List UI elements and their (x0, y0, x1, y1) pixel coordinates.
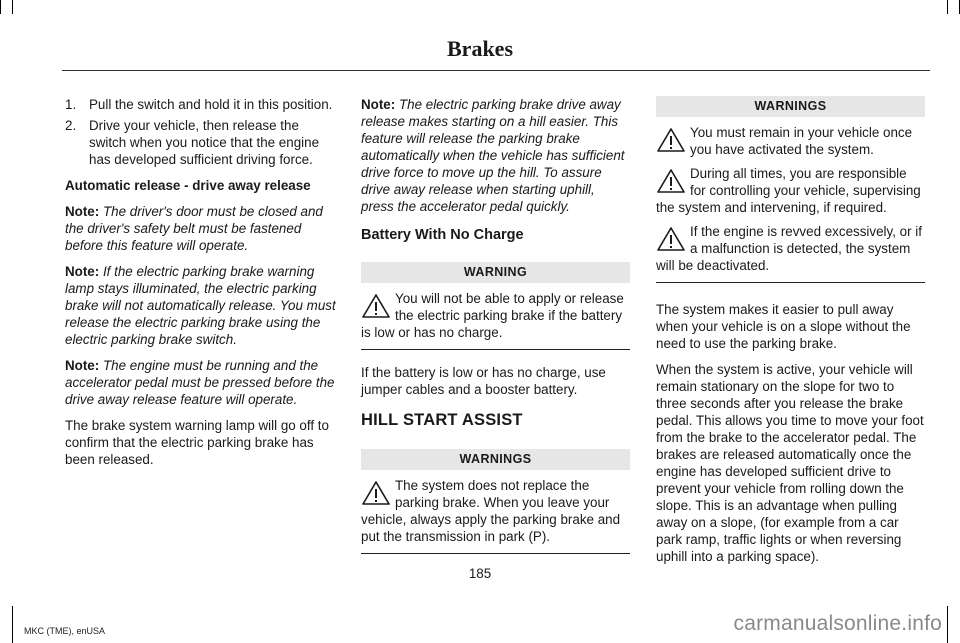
note-label: Note: (65, 264, 100, 279)
note-text: The engine must be running and the accelerator pedal must be pressed before the drive away release feature will operate. (65, 358, 335, 407)
subsection-heading: Battery With No Charge (361, 227, 524, 243)
note (65, 203, 337, 254)
body-paragraph: The brake system warning lamp will go off to confirm that the electric parking brake has been released. (65, 418, 329, 467)
steps-list (65, 96, 337, 168)
footer-code: MKC (TME), enUSA (24, 626, 106, 636)
warning-item (361, 290, 630, 341)
watermark: carmanualsonline.info (733, 612, 942, 635)
warning-triangle-icon (361, 480, 391, 506)
column-1 (65, 96, 337, 477)
body-paragraph: If the battery is low or has no charge, use jumper cables and a booster battery. (361, 365, 606, 397)
warning-header: WARNINGS (656, 96, 925, 117)
crop-mark (12, 606, 13, 643)
warning-item (656, 124, 925, 158)
step-text: Pull the switch and hold it in this position. (89, 97, 333, 112)
note (361, 96, 630, 215)
warning-text: You will not be able to apply or release the electric parking brake if the battery is low or has no charge. (361, 291, 624, 340)
warning-text: During all times, you are responsible for controlling your vehicle, supervising the system and intervening, if required. (656, 166, 921, 215)
crop-mark (947, 606, 948, 643)
note-label: Note: (65, 358, 100, 373)
note-label: Note: (361, 97, 396, 112)
step-text: Drive your vehicle, then release the switch when you notice that the engine has developed sufficient driving force. (89, 118, 320, 167)
warning-item (656, 223, 925, 274)
step-item (65, 96, 337, 113)
warning-triangle-icon (656, 226, 686, 252)
warning-item (656, 165, 925, 216)
note-text: The driver's door must be closed and the driver's safety belt must be fastened before this feature will operate. (65, 204, 323, 253)
warning-text: You must remain in your vehicle once you have activated the system. (690, 125, 913, 157)
warning-triangle-icon (656, 168, 686, 194)
warning-header: WARNINGS (361, 449, 630, 470)
note (65, 263, 337, 348)
page-title: Brakes (447, 36, 513, 61)
warning-text: The system does not replace the parking brake. When you leave your vehicle, always apply the parking brake and put the transmission in park (P). (361, 478, 621, 544)
step-number: 1. (65, 97, 77, 112)
crop-mark (0, 0, 1, 14)
body-paragraph: When the system is active, your vehicle will remain stationary on the slope for two to three seconds after you release the brake pedal. This allows you time to move your foot from the brake to the accelerator pedal. The brakes are released automatically once the engine has developed sufficient drive to prevent your vehicle from rolling down the slope. This is an advantage when pulling away on a slope, (for example from a car park ramp, traffic lights or when reversing uphill into a parking space). (656, 362, 924, 564)
step-number: 2. (65, 118, 77, 133)
note (65, 357, 337, 408)
warning-triangle-icon (656, 127, 686, 153)
header-rule (62, 70, 930, 71)
subsection-heading: Automatic release - drive away release (65, 178, 311, 193)
body-paragraph: The system makes it easier to pull away when your vehicle is on a slope without the need to use the parking brake. (656, 302, 911, 351)
warning-header: WARNING (361, 262, 630, 283)
section-heading: HILL START ASSIST (361, 411, 523, 429)
crop-mark (12, 0, 13, 14)
crop-mark (947, 0, 948, 14)
warning-text: If the engine is revved excessively, or if a malfunction is detected, the system will be deactivated. (656, 224, 922, 273)
warning-box (361, 449, 630, 554)
note-text: The electric parking brake drive away release makes starting on a hill easier. This feature will release the parking brake automatically when the vehicle has sufficient drive force to move up the hill. To assure drive away release when starting uphill, press the accelerator pedal quickly. (361, 97, 625, 214)
warning-box (361, 262, 630, 350)
warning-triangle-icon (361, 293, 391, 319)
note-label: Note: (65, 204, 100, 219)
warning-box (656, 96, 925, 283)
note-text: If the electric parking brake warning lamp stays illuminated, the electric parking brake will not automatically release. You must release the electric parking brake using the electric parking brake switch. (65, 264, 336, 347)
column-2 (361, 96, 630, 568)
step-item (65, 117, 337, 168)
column-3 (656, 96, 925, 574)
warning-item (361, 477, 630, 545)
page-number: 185 (468, 566, 492, 581)
